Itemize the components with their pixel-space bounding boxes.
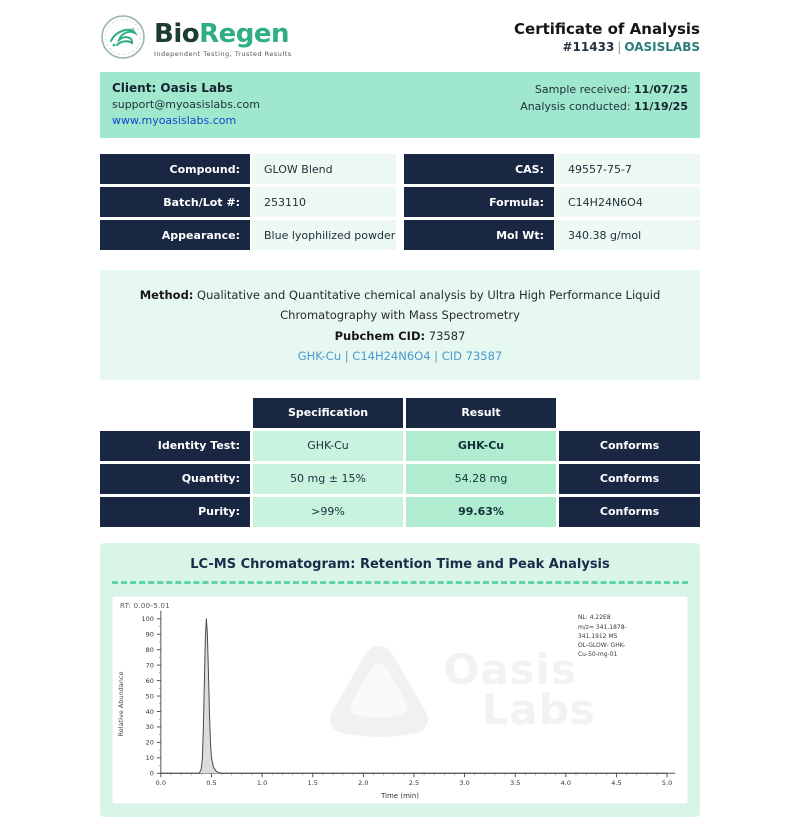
compound-info-tables xyxy=(100,154,700,250)
certificate-number: #11433 xyxy=(562,40,615,54)
svg-text:4.0: 4.0 xyxy=(560,778,571,787)
x-axis-label: Time (min) xyxy=(380,791,420,800)
status-badge: Conforms xyxy=(559,497,700,527)
svg-text:4.5: 4.5 xyxy=(611,778,622,787)
row-value: 340.38 g/mol xyxy=(556,220,700,250)
result-value: 54.28 mg xyxy=(406,464,556,494)
method-text: Method: Qualitative and Quantitative chemical analysis by Ultra High Performance Liquid Chromatography with Mass Spectrometry xyxy=(139,288,661,323)
table-row xyxy=(100,220,396,250)
results-table xyxy=(100,398,700,527)
compound-info-left xyxy=(100,154,396,250)
certificate-page xyxy=(100,0,700,817)
header-spacer xyxy=(100,398,250,428)
row-value: Blue lyophilized powder xyxy=(252,220,396,250)
row-label: Quantity: xyxy=(100,464,250,494)
chromatogram-annotation: NL: 4.22E8 m/z= 341.1878- 341.1912 MS OL-GLOW- GHK- Cu-50-mg-01 xyxy=(577,614,627,659)
status-badge: Conforms xyxy=(559,431,700,461)
svg-text:90: 90 xyxy=(145,630,154,639)
row-label: Formula: xyxy=(404,187,554,217)
method-description xyxy=(100,270,700,380)
sample-dates xyxy=(520,80,688,129)
client-email: support@myoasislabs.com xyxy=(112,98,260,112)
certificate-header xyxy=(514,14,700,54)
lab-name: OASISLABS xyxy=(624,40,700,54)
table-row xyxy=(404,220,700,250)
svg-text:0.0: 0.0 xyxy=(155,778,166,787)
chromatogram-plot xyxy=(112,596,688,804)
svg-text:50: 50 xyxy=(145,692,154,701)
svg-text:5.0: 5.0 xyxy=(661,778,673,787)
svg-text:100: 100 xyxy=(141,614,154,623)
table-row xyxy=(100,154,396,184)
compound-info-right xyxy=(404,154,700,250)
brand-name: BioRegen xyxy=(154,18,290,49)
brand-logo xyxy=(100,14,292,64)
status-badge: Conforms xyxy=(559,464,700,494)
svg-text:0.5: 0.5 xyxy=(206,778,217,787)
svg-text:3.0: 3.0 xyxy=(459,778,470,787)
specification-value: 50 mg ± 15% xyxy=(253,464,403,494)
brand-tagline: Independent Testing, Trusted Results xyxy=(154,49,292,58)
row-label: Compound: xyxy=(100,154,250,184)
row-value: GLOW Blend xyxy=(252,154,396,184)
client-details xyxy=(112,80,260,129)
header-spacer xyxy=(559,398,700,428)
row-value: 253110 xyxy=(252,187,396,217)
svg-text:2.0: 2.0 xyxy=(358,778,369,787)
rt-range-label: RT: 0.00-5.01 xyxy=(120,601,171,610)
svg-text:80: 80 xyxy=(145,645,154,654)
dashed-divider xyxy=(112,581,688,584)
brand-text xyxy=(154,18,292,58)
client-name: Client: Oasis Labs xyxy=(112,81,233,95)
specification-value: >99% xyxy=(253,497,403,527)
result-value: 99.63% xyxy=(406,497,556,527)
svg-text:1.0: 1.0 xyxy=(256,778,268,787)
specification-value: GHK-Cu xyxy=(253,431,403,461)
svg-text:70: 70 xyxy=(145,661,154,670)
column-header-specification: Specification xyxy=(253,398,403,428)
svg-text:3.5: 3.5 xyxy=(510,778,521,787)
svg-text:1.5: 1.5 xyxy=(307,778,318,787)
analysis-conducted: Analysis conducted: 11/19/25 xyxy=(520,99,688,113)
svg-text:0: 0 xyxy=(149,769,154,778)
row-value: 49557-75-7 xyxy=(556,154,700,184)
pubchem-cid: Pubchem CID: 73587 xyxy=(334,328,466,343)
svg-text:60: 60 xyxy=(145,676,154,685)
chromatogram-card xyxy=(100,543,700,817)
svg-text:20: 20 xyxy=(145,738,154,747)
chromatogram-title: LC-MS Chromatogram: Retention Time and Peak Analysis xyxy=(190,556,610,572)
column-header-result: Result xyxy=(406,398,556,428)
row-label: CAS: xyxy=(404,154,554,184)
sample-received: Sample received: 11/07/25 xyxy=(534,83,688,96)
svg-text:30: 30 xyxy=(145,723,154,731)
pubchem-link[interactable]: GHK-Cu | C14H24N6O4 | CID 73587 xyxy=(297,348,503,363)
y-axis-label: Relative Abundance xyxy=(117,671,125,737)
result-value: GHK-Cu xyxy=(406,431,556,461)
svg-text:10: 10 xyxy=(145,753,154,762)
svg-text:40: 40 xyxy=(145,707,154,716)
svg-text:2.5: 2.5 xyxy=(408,778,420,787)
row-value: C14H24N6O4 xyxy=(556,187,700,217)
row-label: Batch/Lot #: xyxy=(100,187,250,217)
row-label: Identity Test: xyxy=(100,431,250,461)
certificate-title: Certificate of Analysis xyxy=(514,20,700,38)
table-row xyxy=(100,187,396,217)
row-label: Purity: xyxy=(100,497,250,527)
watermark-text: Oasis Labs xyxy=(443,644,596,734)
client-website-link[interactable]: www.myoasislabs.com xyxy=(112,114,237,128)
certificate-subtitle: #11433 | OASISLABS xyxy=(562,40,700,54)
table-row xyxy=(404,154,700,184)
row-label: Appearance: xyxy=(100,220,250,250)
bioregen-logo-icon xyxy=(100,14,146,64)
table-row xyxy=(404,187,700,217)
row-label: Mol Wt: xyxy=(404,220,554,250)
client-info-bar xyxy=(100,72,700,138)
header xyxy=(100,14,700,64)
